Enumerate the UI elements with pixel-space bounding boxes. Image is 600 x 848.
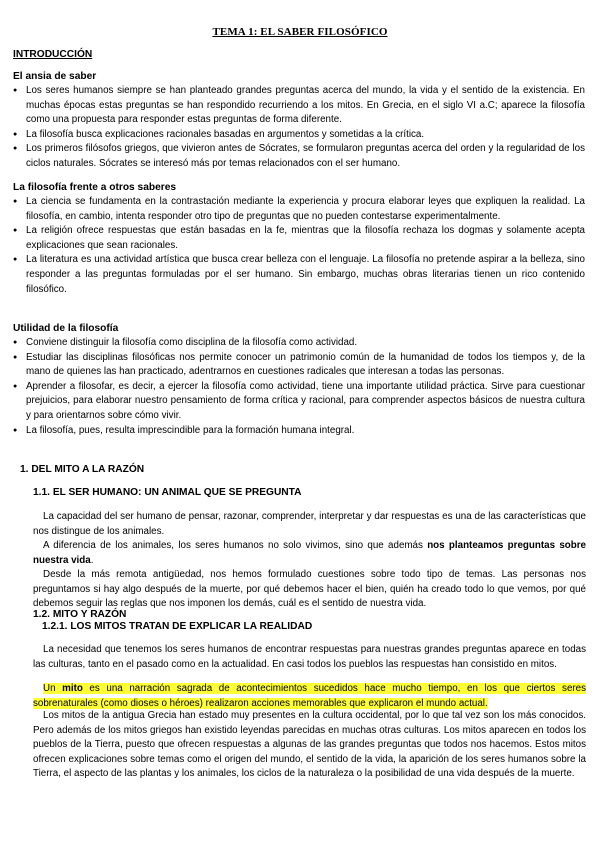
section-1-2-1-heading: 1.2.1. LOS MITOS TRATAN DE EXPLICAR LA REALIDAD [42, 621, 313, 632]
heading-ansia-de-saber: El ansia de saber [13, 71, 97, 82]
list-item: ● Estudiar las disciplinas filosóficas nos permite conocer un patrimonio común de la humanidad de todos los tiempos y, de la mano de quienes las han practicado, adentrarnos en cuestiones radicales que interesan a todas las personas. [13, 351, 585, 380]
heading-filosofia-frente-saberes: La filosofía frente a otros saberes [13, 182, 177, 193]
bold-phrase: nos planteamos preguntas sobre nuestra vida [33, 540, 586, 566]
list-item: ● La filosofía, pues, resulta imprescindible para la formación humana integral. [13, 424, 585, 439]
intro-heading: INTRODUCCIÓN [13, 49, 93, 60]
highlighted-paragraph: Un mito es una narración sagrada de acontecimientos sucedidos hace mucho tiempo, en los que ciertos seres sobrenaturales (como dioses o héroes) realizaron acciones memorables que explicaron el mundo actual. [33, 683, 586, 709]
paragraph: A diferencia de los animales, los seres humanos no solo vivimos, sino que además nos planteamos preguntas sobre nuestra vida. [33, 540, 586, 566]
section-1-1-heading: 1.1. EL SER HUMANO: UN ANIMAL QUE SE PREGUNTA [33, 487, 302, 498]
heading-utilidad-filosofia: Utilidad de la filosofía [13, 323, 119, 334]
list-item: ● Aprender a filosofar, es decir, a ejercer la filosofía como actividad, tiene una importante utilidad práctica. Sirve para cuestionar prejuicios, para elaborar nuestro pensamiento de forma crítica y racional, para comprender aspectos básicos de nuestra cultura y para orientarnos sobre cómo vivir. [13, 380, 585, 424]
paragraph: Los mitos de la antigua Grecia han estado muy presentes en la cultura occidental, por lo que tal vez son los más conocidos. Pero además de los mitos griegos han existido leyendas parecidas en muchas otras culturas. Los mitos aparecen en todos los pueblos de la Tierra, puesto que ofrecen respuestas a algunas de las grandes preguntas que todos nos hacemos. Estos mitos ofrecen explicaciones sobre temas como el origen del mundo, el sentido de la vida, la aparición de los seres humanos sobre la Tierra, el aspecto de las plantas y los animales, los ciclos de la naturaleza o la posibilidad de una vida después de la muerte. [33, 710, 586, 780]
section-1-2-heading: 1.2. MITO Y RAZÓN [33, 609, 127, 620]
paragraph: Desde la más remota antigüedad, nos hemos formulado cuestiones sobre todo tipo de temas. Las personas nos preguntamos si hay algo después de la muerte, por qué debemos hacer el bien, quién ha creado todo lo que vemos, por qué debemos seguir las reglas que nos imponen los demás, cuál es el sentido de nuestra vida. [33, 569, 586, 610]
list-item: ● Conviene distinguir la filosofía como disciplina de la filosofía como actividad. [13, 336, 585, 351]
list-item: ● La literatura es una actividad artística que busca crear belleza con el lenguaje. La filosofía no pretende aspirar a la belleza, sino responder a las preguntas formuladas por el ser humano. Sin embargo, muchas obras literarias tienen un rico contenido filosófico. [13, 253, 585, 297]
section-1-heading: 1. DEL MITO A LA RAZÓN [20, 464, 145, 475]
bullet-list-saberes [13, 195, 585, 297]
list-item: ● Los primeros filósofos griegos, que vivieron antes de Sócrates, se formularon preguntas acerca del orden y la regularidad de los ciclos naturales. Sócrates se interesó más por temas relacionados con el ser humano. [13, 142, 585, 171]
list-item: ● La filosofía busca explicaciones racionales basadas en argumentos y sometidas a la crítica. [13, 128, 585, 143]
paragraph: La capacidad del ser humano de pensar, razonar, comprender, interpretar y dar respuestas es una de las características que nos distingue de los animales. [33, 511, 586, 537]
list-item: ● La religión ofrece respuestas que están basadas en la fe, mientras que la filosofía rechaza los dogmas y solamente acepta explicaciones que sean racionales. [13, 224, 585, 253]
document-title: TEMA 1: EL SABER FILOSÓFICO [212, 26, 388, 38]
list-item: ● Los seres humanos siempre se han planteado grandes preguntas acerca del mundo, la vida y el sentido de la existencia. En muchas épocas estas preguntas se han respondido recurriendo a los mitos. En Grecia, en el siglo VI a.C; aparece la filosofía como una propuesta para responder estas preguntas de forma diferente. [13, 84, 585, 128]
bold-term-mito: mito [62, 683, 83, 694]
bullet-list-ansia [13, 84, 585, 172]
paragraph: La necesidad que tenemos los seres humanos de encontrar respuestas para nuestras grandes preguntas aparece en todas las culturas, tanto en el pasado como en la actualidad. En casi todos los pueblos las respuestas han consistido en mitos. [33, 644, 586, 670]
bullet-list-utilidad [13, 336, 585, 438]
list-item: ● La ciencia se fundamenta en la contrastación mediante la experiencia y procura elaborar leyes que expliquen la realidad. La filosofía, en cambio, intenta responder otro tipo de preguntas que no pueden contestarse experimentalmente. [13, 195, 585, 224]
